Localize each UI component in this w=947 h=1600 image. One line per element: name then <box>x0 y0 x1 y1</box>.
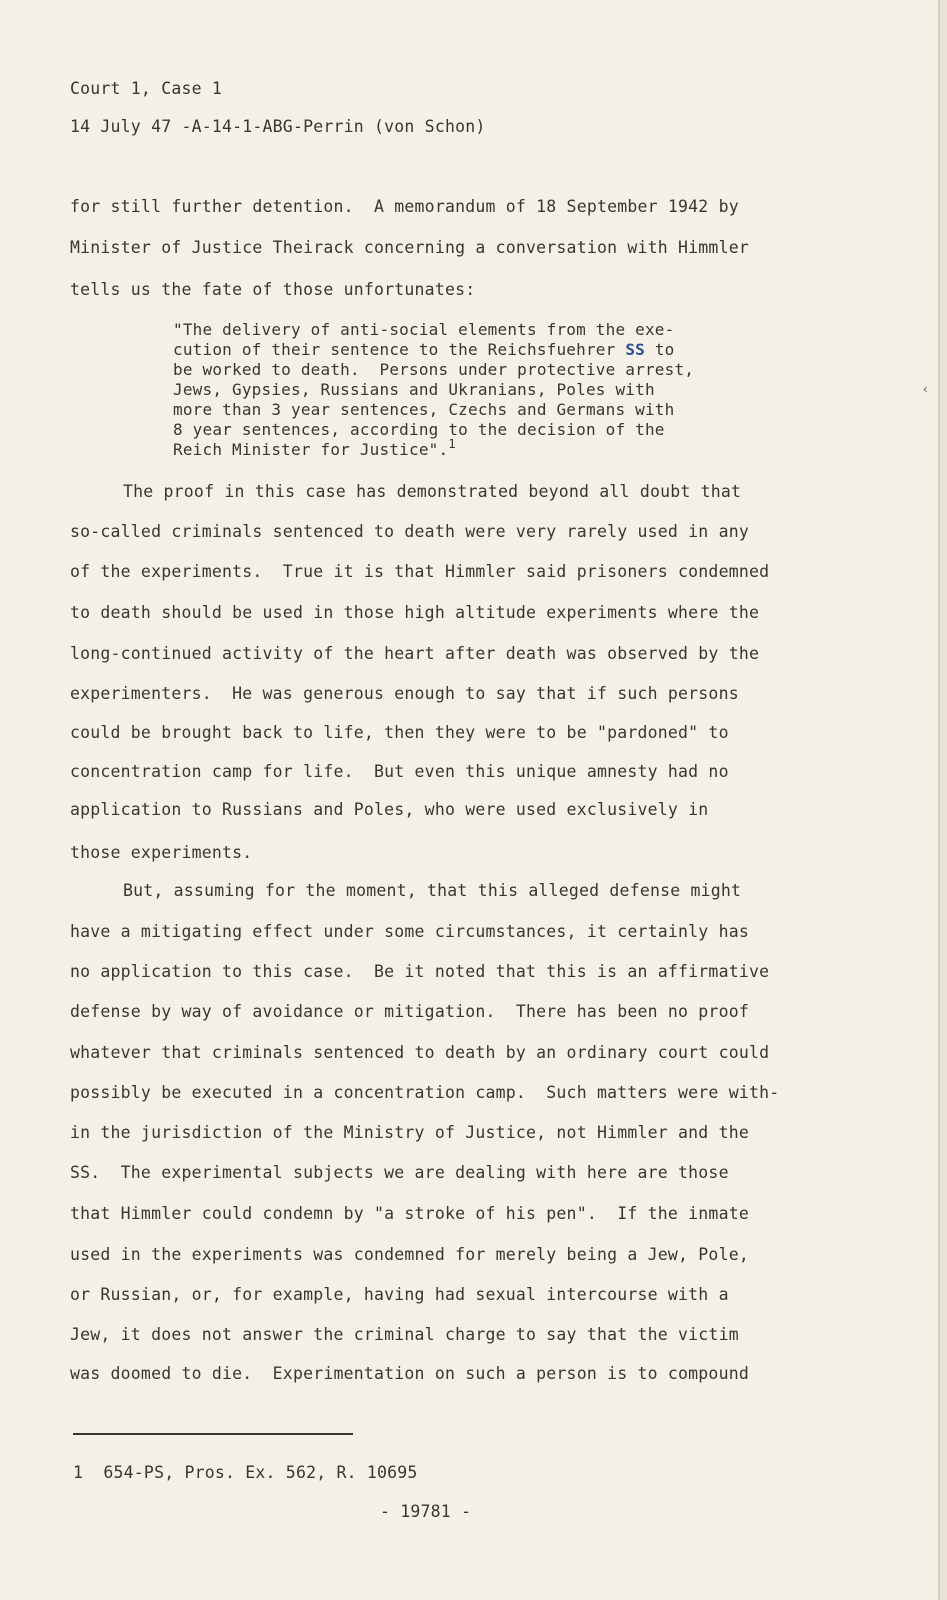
body-line: for still further detention. A memorandum of 18 September 1942 by <box>70 197 739 216</box>
body-line: so-called criminals sentenced to death were very rarely used in any <box>70 522 749 541</box>
body-line: experimenters. He was generous enough to say that if such persons <box>70 684 739 703</box>
body-line: that Himmler could condemn by "a stroke of his pen". If the inmate <box>70 1204 749 1223</box>
body-line: have a mitigating effect under some circumstances, it certainly has <box>70 922 749 941</box>
body-line: long-continued activity of the heart after death was observed by the <box>70 644 760 663</box>
footnote-divider <box>73 1433 353 1435</box>
quote-line: cution of their sentence to the Reichsfuehrer SS to <box>173 340 675 359</box>
ss-handwritten-correction: SS <box>625 340 645 359</box>
body-line: Jew, it does not answer the criminal charge to say that the victim <box>70 1325 739 1344</box>
body-line: used in the experiments was condemned for merely being a Jew, Pole, <box>70 1245 749 1264</box>
body-line: tells us the fate of those unfortunates: <box>70 280 476 299</box>
footnote: 1 654-PS, Pros. Ex. 562, R. 10695 <box>73 1463 418 1482</box>
footnote-reference: 1 <box>448 437 456 451</box>
body-line: to death should be used in those high altitude experiments where the <box>70 603 760 622</box>
body-line: whatever that criminals sentenced to death by an ordinary court could <box>70 1043 770 1062</box>
margin-tick-icon: ‹ <box>921 382 929 396</box>
body-line: Minister of Justice Theirack concerning a conversation with Himmler <box>70 238 749 257</box>
body-line: of the experiments. True it is that Himmler said prisoners condemned <box>70 562 770 581</box>
body-line: could be brought back to life, then they were to be "pardoned" to <box>70 723 729 742</box>
body-line: The proof in this case has demonstrated beyond all doubt that <box>123 482 742 501</box>
body-line: concentration camp for life. But even this unique amnesty had no <box>70 762 729 781</box>
body-line: possibly be executed in a concentration camp. Such matters were with- <box>70 1083 780 1102</box>
quote-line: more than 3 year sentences, Czechs and Germans with <box>173 400 675 419</box>
body-line: SS. The experimental subjects we are dealing with here are those <box>70 1163 729 1182</box>
quote-line: Jews, Gypsies, Russians and Ukranians, Poles with <box>173 380 655 399</box>
body-line: defense by way of avoidance or mitigation. There has been no proof <box>70 1002 749 1021</box>
body-line: or Russian, or, for example, having had sexual intercourse with a <box>70 1285 729 1304</box>
body-line: those experiments. <box>70 843 253 862</box>
page-number: - 19781 - <box>380 1502 472 1521</box>
body-line: was doomed to die. Experimentation on such a person is to compound <box>70 1364 749 1383</box>
body-line: in the jurisdiction of the Ministry of Justice, not Himmler and the <box>70 1123 749 1142</box>
quote-line: "The delivery of anti-social elements from the exe- <box>173 320 675 339</box>
quote-line: Reich Minister for Justice".$^1$ <box>173 437 456 459</box>
body-line: no application to this case. Be it noted that this is an affirmative <box>70 962 770 981</box>
quote-line: 8 year sentences, according to the decision of the <box>173 420 665 439</box>
body-line: But, assuming for the moment, that this alleged defense might <box>123 881 742 900</box>
body-line: application to Russians and Poles, who were used exclusively in <box>70 800 709 819</box>
court-case-header: Court 1, Case 1 <box>70 79 223 98</box>
quote-line: be worked to death. Persons under protective arrest, <box>173 360 695 379</box>
session-reference: 14 July 47 -A-14-1-ABG-Perrin (von Schon) <box>70 117 486 136</box>
